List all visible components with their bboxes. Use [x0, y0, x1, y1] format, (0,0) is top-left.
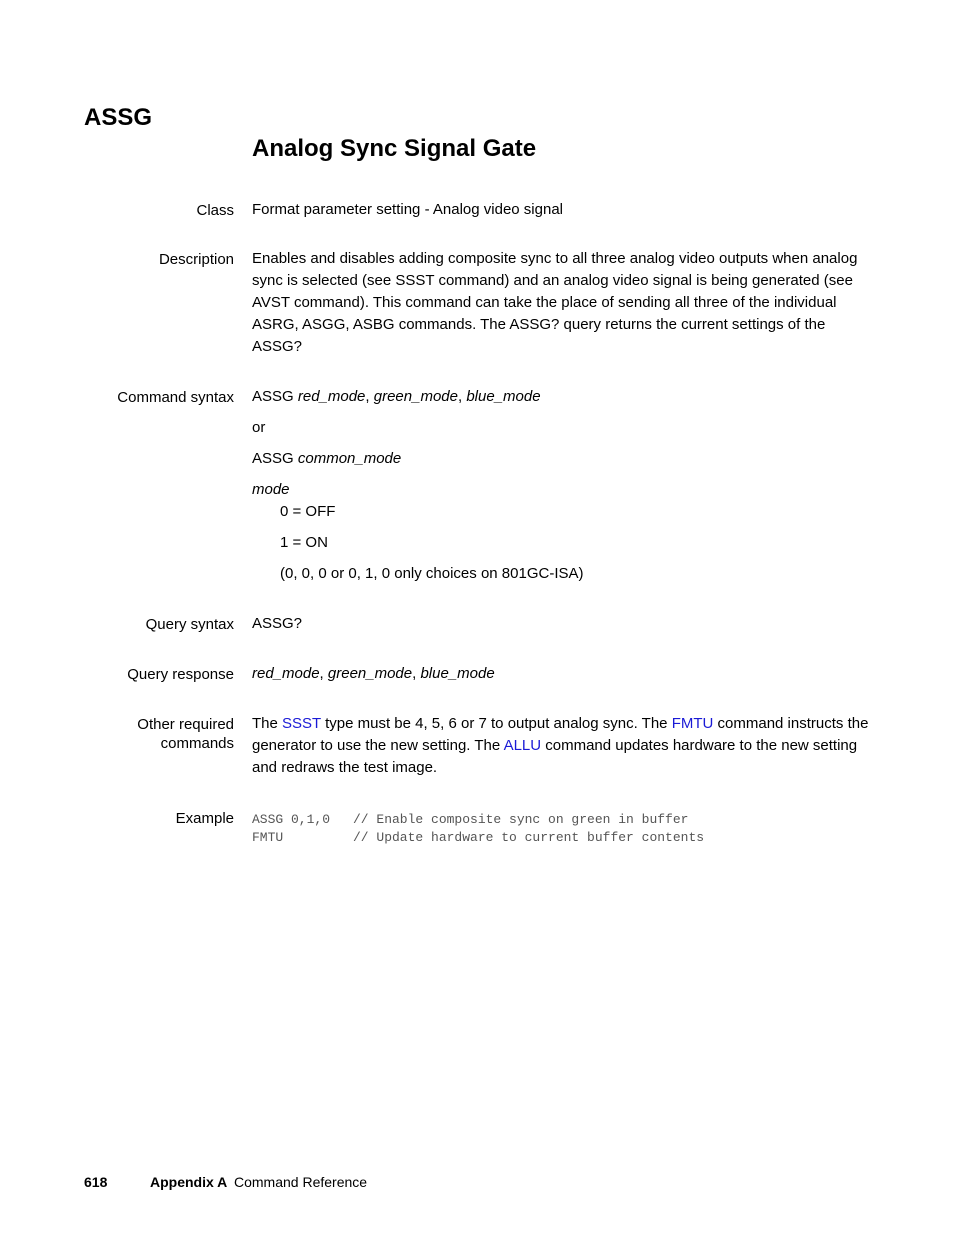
other-text-4: command updates hardware to the new setting and redraws the test image.	[252, 737, 858, 776]
syntax-or: or	[252, 419, 266, 436]
param-separator: ,	[365, 388, 370, 405]
other-required-label-line1: Other required	[137, 716, 234, 733]
class-value: Format parameter setting - Analog video signal	[252, 201, 563, 218]
page-title: Analog Sync Signal Gate	[252, 135, 537, 162]
query-response-label: Query response	[127, 666, 234, 683]
command-syntax-line1	[252, 386, 872, 408]
class-label: Class	[196, 202, 234, 219]
other-required-label	[137, 715, 234, 753]
resp-blue-mode: blue_mode	[420, 665, 495, 682]
mode-param-label: mode	[252, 481, 290, 498]
param-blue-mode: blue_mode	[466, 388, 541, 405]
other-required-label-line2: commands	[160, 735, 234, 752]
example-code-line2: FMTU	[252, 830, 284, 845]
resp-red-mode: red_mode	[252, 665, 320, 682]
command-name: ASSG	[84, 104, 153, 131]
command-syntax-label: Command syntax	[117, 389, 234, 406]
example-code-line1: ASSG 0,1,0	[252, 812, 331, 827]
param-separator: ,	[457, 388, 463, 405]
footer-appendix: Appendix A	[150, 1174, 228, 1190]
description-value: Enables and disables adding composite sync to all three analog video outputs when analog sync is selected (see SSST command) and an analog video signal is being generated (see AVST command). This command can take the place of sending all three of the individual ASRG, ASGG, ASBG commands. The ASSG? query returns the current settings of the ASSG?	[252, 250, 858, 355]
other-text-3: command instructs the generator to use the new setting. The	[252, 715, 869, 754]
description-label: Description	[158, 251, 234, 268]
param-common-mode: common_mode	[297, 450, 402, 467]
link-allu[interactable]: ALLU	[503, 737, 542, 754]
mode-note: (0, 0, 0 or 0, 1, 0 only choices on 801GC-ISA)	[280, 565, 584, 582]
example-comment-line2: // Update hardware to current buffer contents	[353, 830, 705, 845]
link-fmtu[interactable]: FMTU	[671, 715, 714, 732]
footer-section: Command Reference	[234, 1174, 368, 1190]
other-required-value	[252, 713, 872, 779]
example-label: Example	[175, 810, 234, 827]
resp-separator: ,	[319, 665, 324, 682]
mode-off: 0 = OFF	[280, 503, 336, 520]
param-red-mode: red_mode	[297, 388, 366, 405]
page-number: 618	[84, 1174, 108, 1190]
command-syntax-line3	[252, 448, 872, 470]
mode-on: 1 = ON	[280, 534, 328, 551]
other-text-1: The	[252, 715, 283, 732]
resp-green-mode: green_mode	[327, 665, 413, 682]
link-ssst[interactable]: SSST	[282, 715, 321, 732]
resp-separator: ,	[412, 665, 417, 682]
query-syntax-value: ASSG?	[252, 615, 303, 632]
other-text-2: type must be 4, 5, 6 or 7 to output analog sync. The	[320, 715, 672, 732]
syntax-cmd: ASSG	[252, 388, 294, 405]
example-comment-line1: // Enable composite sync on green in buffer	[353, 812, 689, 827]
syntax-cmd: ASSG	[252, 450, 294, 467]
param-green-mode: green_mode	[373, 388, 458, 405]
query-response-value	[252, 663, 872, 685]
query-syntax-label: Query syntax	[145, 616, 234, 633]
